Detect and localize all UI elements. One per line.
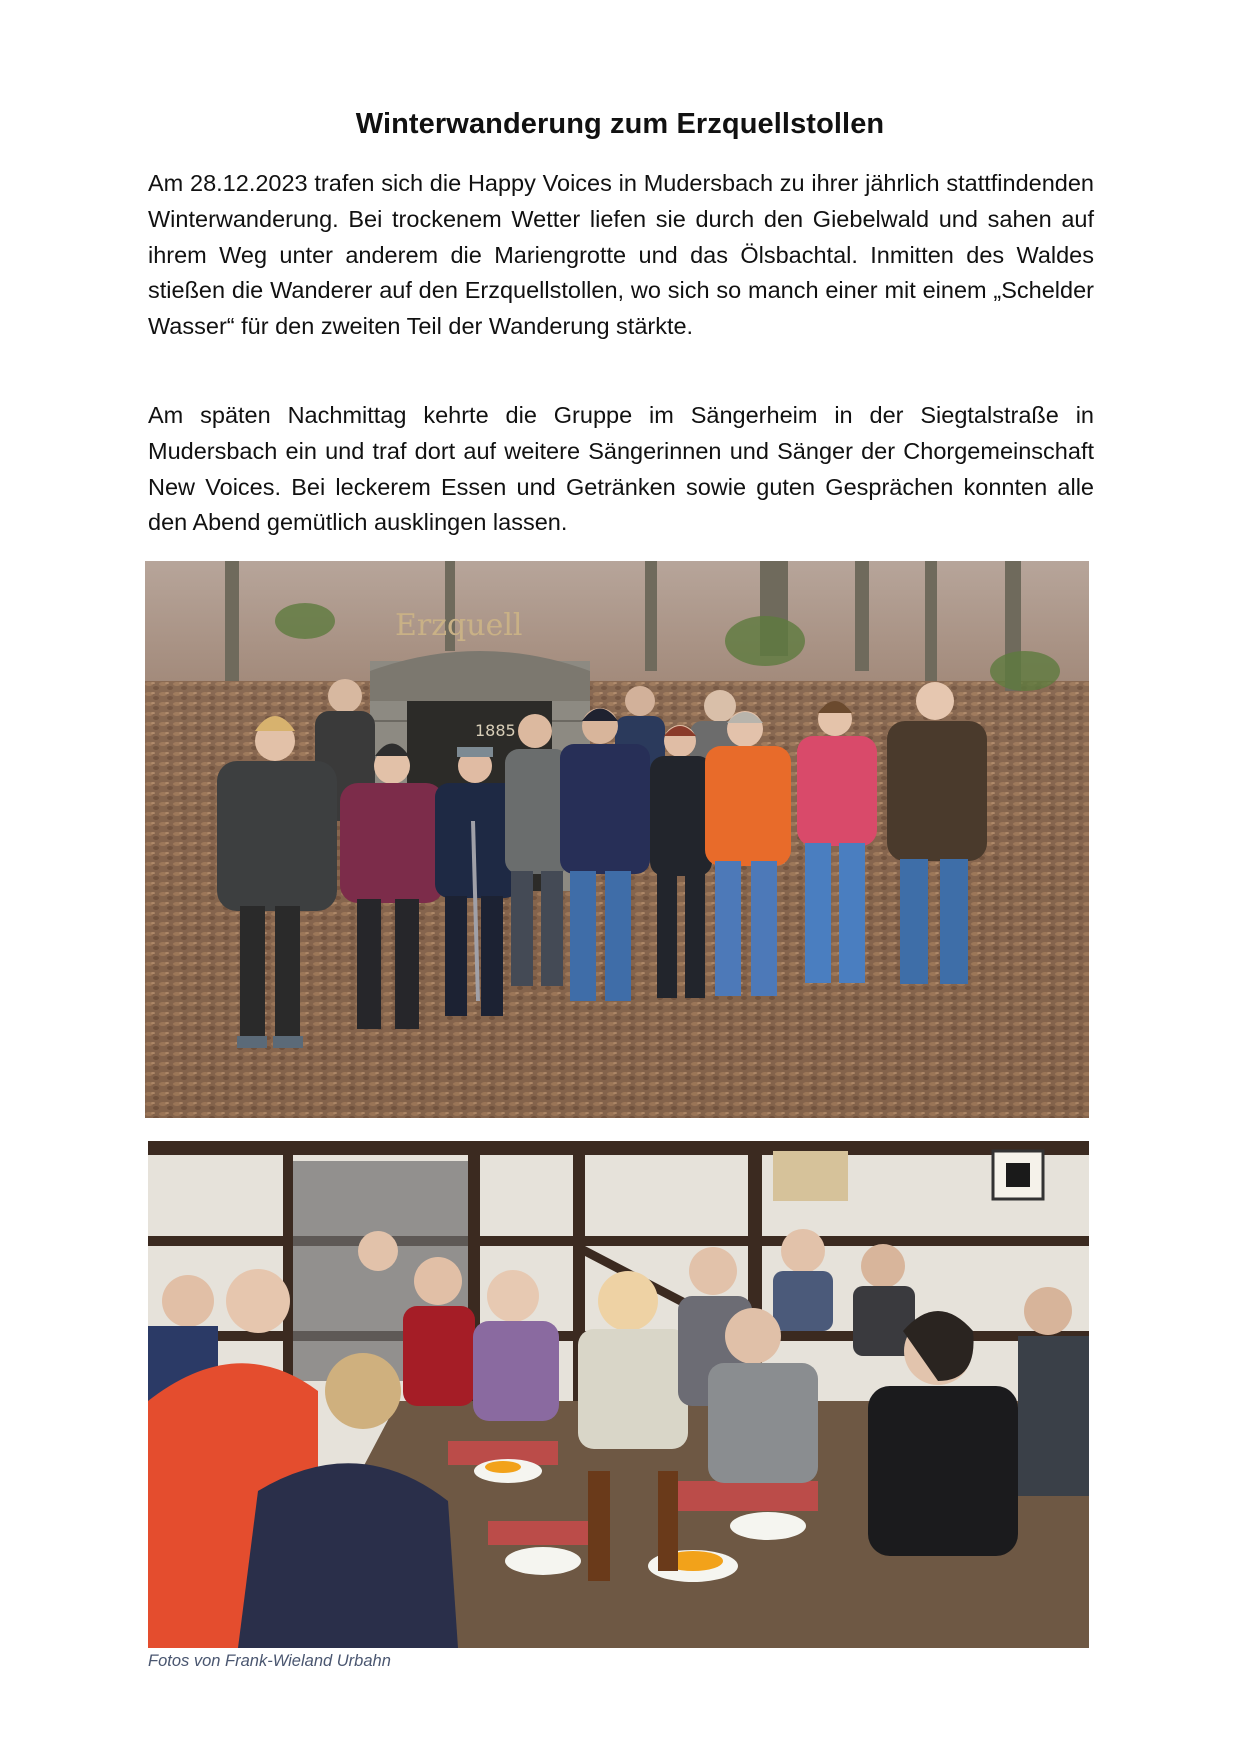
window-blind (773, 1151, 848, 1201)
evening-gathering-photo (148, 1141, 1089, 1648)
group-photo-erzquellstollen (145, 561, 1089, 1118)
photo-caption: Fotos von Frank-Wieland Urbahn (148, 1652, 391, 1670)
svg-text:Erzquell: Erzquell (395, 608, 523, 643)
svg-text:1885: 1885 (475, 721, 516, 740)
article-paragraph-1: Am 28.12.2023 trafen sich die Happy Voices in Mudersbach zu ihrer jährlich stattfindenden Winterwanderung. Bei trockenem Wetter liefen sie durch den Giebelwald und sahen auf ihrem Weg unter anderem die Mariengrotte und das Ölsbachtal. Inmitten des Waldes stießen die Wanderer auf den Erzquellstollen, wo sich so manch einer mit einem „Schelder Wasser“ für den zweiten Teil der Wanderung stärkte. (148, 170, 1094, 340)
table-gathering-illustration (148, 1141, 1089, 1648)
article-title: Winterwanderung zum Erzquellstollen (355, 108, 885, 140)
article-paragraph-2: Am späten Nachmittag kehrte die Gruppe im Sängerheim in der Siegtalstraße in Mudersbach ein und traf dort auf weitere Sängerinnen und Sänger der Chorgemeinschaft New Voices. Bei leckerem Essen und Getränken sowie guten Gesprächen konnten alle den Abend gemütlich ausklingen lassen. (148, 402, 1094, 536)
forest-group-illustration (145, 561, 1089, 1118)
